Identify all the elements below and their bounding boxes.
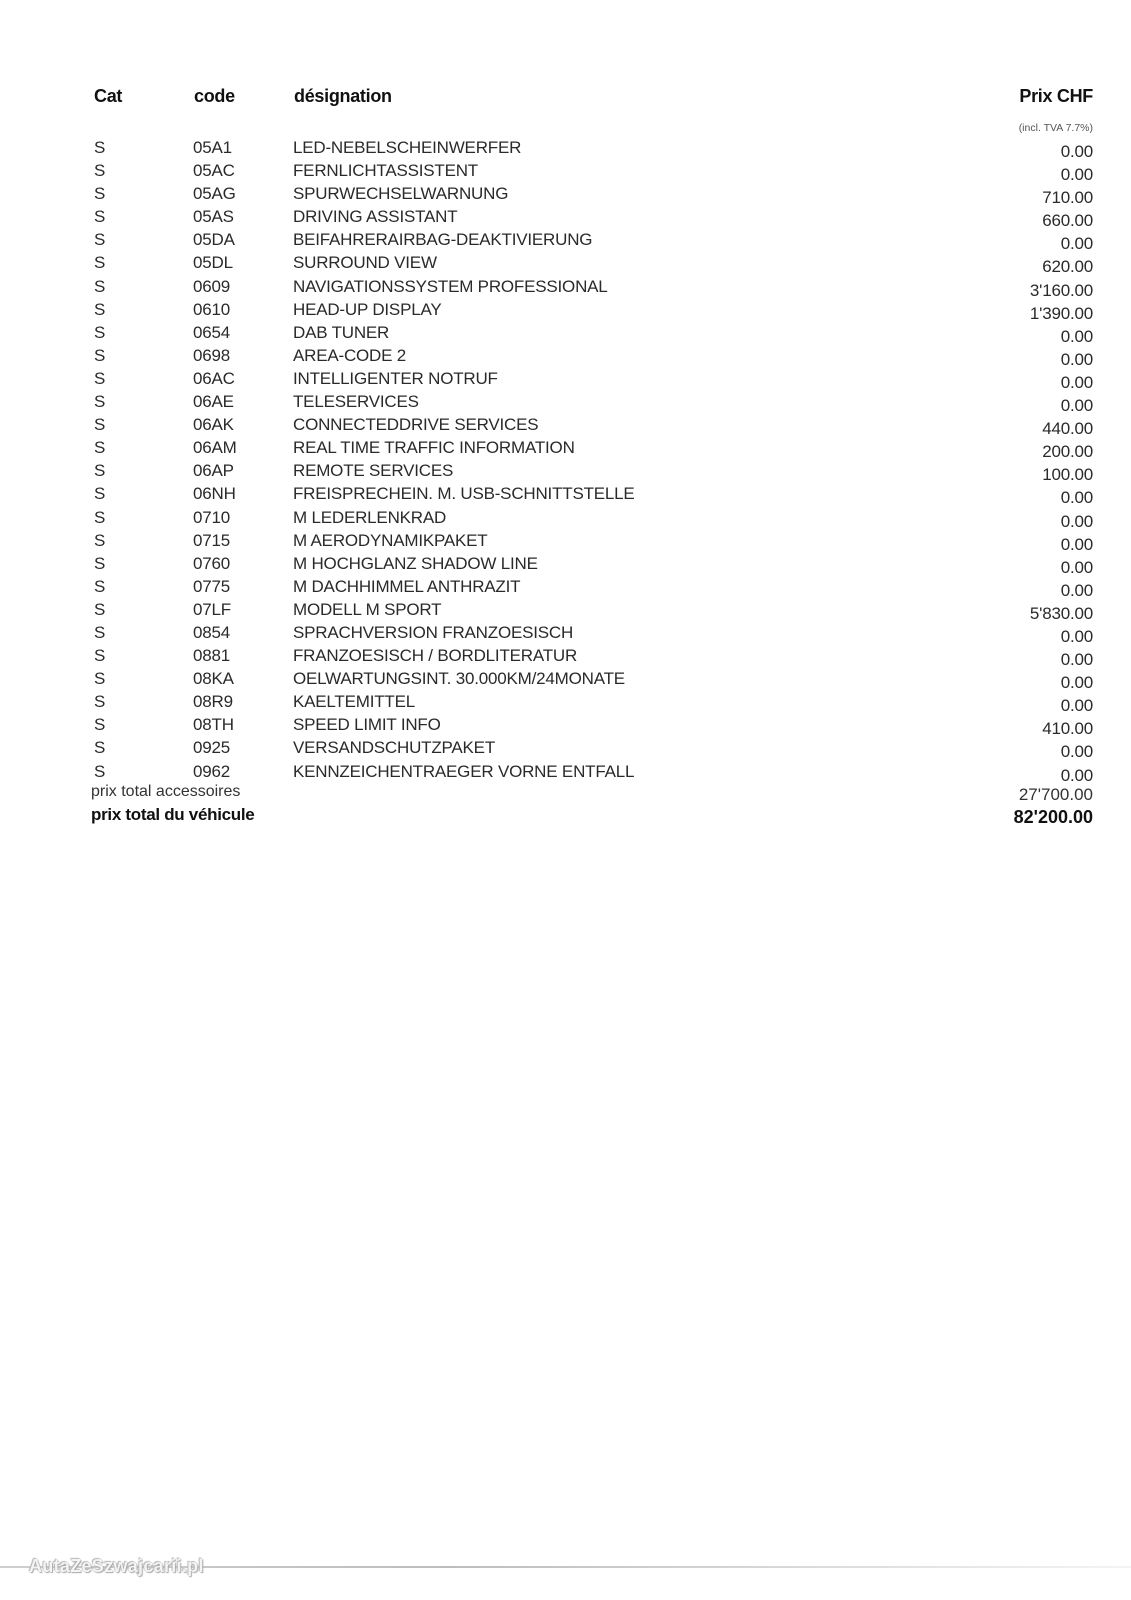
row-designation: M DACHHIMMEL ANTHRAZIT	[293, 576, 521, 596]
table-row	[0, 367, 1131, 390]
row-designation: DRIVING ASSISTANT	[293, 207, 458, 227]
row-code: 06AC	[193, 368, 235, 388]
tva-note: (incl. TVA 7.7%)	[1018, 122, 1093, 134]
row-code: 08KA	[193, 669, 234, 689]
row-price: 0.00	[1060, 557, 1093, 577]
options-table	[0, 136, 1131, 783]
row-designation: TELESERVICES	[293, 392, 419, 412]
table-row	[0, 713, 1131, 739]
accessories-total-value: 27'700.00	[1018, 785, 1093, 804]
row-code: 0610	[193, 299, 231, 319]
table-row	[0, 736, 1131, 762]
row-designation: LED-NEBELSCHEINWERFER	[293, 138, 522, 157]
row-cat: S	[94, 507, 106, 527]
row-designation: CONNECTEDDRIVE SERVICES	[293, 415, 539, 435]
table-row	[0, 506, 1131, 529]
table-row	[0, 690, 1131, 716]
table-row	[0, 621, 1131, 644]
table-row	[0, 321, 1131, 344]
table-row	[0, 344, 1131, 367]
table-row	[0, 390, 1131, 416]
row-code: 05DL	[193, 253, 233, 273]
row-designation: REMOTE SERVICES	[293, 461, 454, 481]
row-cat: S	[94, 461, 106, 481]
row-price: 0.00	[1060, 765, 1093, 785]
row-price: 5'830.00	[1029, 603, 1093, 623]
row-code: 06AK	[193, 415, 234, 435]
row-cat: S	[94, 161, 106, 181]
row-designation: SURROUND VIEW	[293, 253, 437, 273]
row-designation: DAB TUNER	[293, 322, 390, 342]
table-row	[0, 482, 1131, 508]
watermark: AutaZeSzwajcarii.pl	[29, 1556, 204, 1576]
row-cat: S	[94, 299, 106, 319]
row-price: 0.00	[1060, 372, 1093, 392]
row-designation: KENNZEICHENTRAEGER VORNE ENTFALL	[293, 761, 635, 781]
row-price: 620.00	[1042, 257, 1093, 277]
row-designation: M HOCHGLANZ SHADOW LINE	[293, 553, 538, 573]
row-code: 06AP	[193, 461, 234, 481]
table-row	[0, 644, 1131, 670]
row-price: 0.00	[1060, 142, 1093, 161]
row-code: 05DA	[193, 230, 235, 250]
row-cat: S	[94, 415, 106, 435]
row-designation: SPRACHVERSION FRANZOESISCH	[293, 622, 574, 642]
row-designation: HEAD-UP DISPLAY	[293, 299, 442, 319]
row-code: 0775	[193, 576, 231, 596]
row-code: 0854	[193, 622, 231, 642]
row-code: 0760	[193, 553, 231, 573]
row-price: 0.00	[1060, 396, 1093, 416]
row-price: 0.00	[1060, 626, 1093, 646]
row-price: 0.00	[1060, 696, 1093, 716]
row-designation: SPEED LIMIT INFO	[293, 715, 441, 735]
row-designation: NAVIGATIONSSYSTEM PROFESSIONAL	[293, 276, 608, 296]
row-code: 0698	[193, 345, 231, 365]
row-price: 3'160.00	[1029, 280, 1093, 300]
row-cat: S	[94, 368, 106, 388]
row-cat: S	[94, 438, 106, 458]
row-code: 08TH	[193, 715, 234, 735]
row-designation: BEIFAHRERAIRBAG-DEAKTIVIERUNG	[293, 230, 593, 250]
vehicle-total-label: prix total du véhicule	[91, 805, 255, 824]
table-row	[0, 552, 1131, 575]
table-row	[0, 182, 1131, 208]
row-cat: S	[94, 692, 106, 712]
row-code: 0710	[193, 507, 231, 527]
row-code: 05AS	[193, 207, 234, 227]
header-cat: Cat	[94, 86, 123, 106]
table-row	[0, 436, 1131, 462]
table-row	[0, 413, 1131, 439]
row-price: 0.00	[1060, 326, 1093, 346]
vehicle-total-value: 82'200.00	[1013, 807, 1093, 827]
row-price: 200.00	[1042, 442, 1093, 462]
table-row	[0, 136, 1131, 159]
row-designation: OELWARTUNGSINT. 30.000KM/24MONATE	[293, 669, 625, 689]
row-code: 0609	[193, 276, 231, 296]
row-cat: S	[94, 530, 106, 550]
row-price: 0.00	[1060, 165, 1093, 185]
header-designation: désignation	[294, 86, 392, 106]
row-designation: M LEDERLENKRAD	[293, 507, 447, 527]
table-row	[0, 298, 1131, 321]
table-row	[0, 459, 1131, 485]
row-code: 06AM	[193, 438, 237, 458]
row-cat: S	[94, 576, 106, 596]
row-code: 08R9	[193, 692, 233, 712]
row-designation: INTELLIGENTER NOTRUF	[293, 368, 498, 388]
row-cat: S	[94, 345, 106, 365]
row-code: 0881	[193, 646, 231, 666]
row-code: 0962	[193, 761, 231, 781]
row-price: 0.00	[1060, 511, 1093, 531]
row-cat: S	[94, 184, 106, 204]
header-price: Prix CHF	[1019, 86, 1093, 106]
row-cat: S	[94, 761, 106, 781]
row-cat: S	[94, 669, 106, 689]
row-cat: S	[94, 738, 106, 758]
table-row	[0, 275, 1131, 298]
row-price: 0.00	[1060, 234, 1093, 254]
table-row	[0, 159, 1131, 185]
row-price: 0.00	[1060, 580, 1093, 600]
row-price: 660.00	[1042, 211, 1093, 231]
row-cat: S	[94, 253, 106, 273]
row-cat: S	[94, 322, 106, 342]
row-code: 06AE	[193, 392, 234, 412]
table-row	[0, 760, 1131, 783]
row-code: 0654	[193, 322, 231, 342]
table-row	[0, 228, 1131, 254]
row-code: 05AG	[193, 184, 236, 204]
row-cat: S	[94, 599, 106, 619]
row-price: 440.00	[1042, 419, 1093, 439]
row-code: 05A1	[193, 138, 232, 157]
row-price: 0.00	[1060, 534, 1093, 554]
table-row	[0, 251, 1131, 277]
row-cat: S	[94, 553, 106, 573]
row-cat: S	[94, 622, 106, 642]
row-price: 1'390.00	[1029, 303, 1093, 323]
table-row	[0, 598, 1131, 621]
table-row	[0, 205, 1131, 231]
table-row	[0, 667, 1131, 693]
row-price: 0.00	[1060, 742, 1093, 762]
table-row	[0, 529, 1131, 552]
row-price: 100.00	[1042, 465, 1093, 485]
row-price: 0.00	[1060, 673, 1093, 693]
row-cat: S	[94, 646, 106, 666]
row-cat: S	[94, 276, 106, 296]
row-designation: MODELL M SPORT	[293, 599, 442, 619]
row-cat: S	[94, 715, 106, 735]
row-cat: S	[94, 138, 106, 157]
row-designation: VERSANDSCHUTZPAKET	[293, 738, 496, 758]
row-price: 710.00	[1042, 188, 1093, 208]
table-row	[0, 575, 1131, 598]
row-designation: SPURWECHSELWARNUNG	[293, 184, 509, 204]
row-code: 07LF	[193, 599, 231, 619]
row-code: 06NH	[193, 484, 236, 504]
row-price: 410.00	[1042, 719, 1093, 739]
row-cat: S	[94, 484, 106, 504]
row-designation: AREA-CODE 2	[293, 345, 407, 365]
row-cat: S	[94, 230, 106, 250]
header-code: code	[194, 86, 235, 106]
row-designation: M AERODYNAMIKPAKET	[293, 530, 488, 550]
row-code: 0715	[193, 530, 231, 550]
row-designation: FREISPRECHEIN. M. USB-SCHNITTSTELLE	[293, 484, 635, 504]
row-designation: FERNLICHTASSISTENT	[293, 161, 478, 181]
row-designation: FRANZOESISCH / BORDLITERATUR	[293, 646, 578, 666]
accessories-total-label: prix total accessoires	[91, 783, 241, 800]
row-price: 0.00	[1060, 650, 1093, 670]
row-cat: S	[94, 392, 106, 412]
row-designation: KAELTEMITTEL	[293, 692, 415, 712]
row-code: 05AC	[193, 161, 235, 181]
row-cat: S	[94, 207, 106, 227]
row-price: 0.00	[1060, 488, 1093, 508]
row-price: 0.00	[1060, 349, 1093, 369]
row-designation: REAL TIME TRAFFIC INFORMATION	[293, 438, 575, 458]
row-code: 0925	[193, 738, 231, 758]
